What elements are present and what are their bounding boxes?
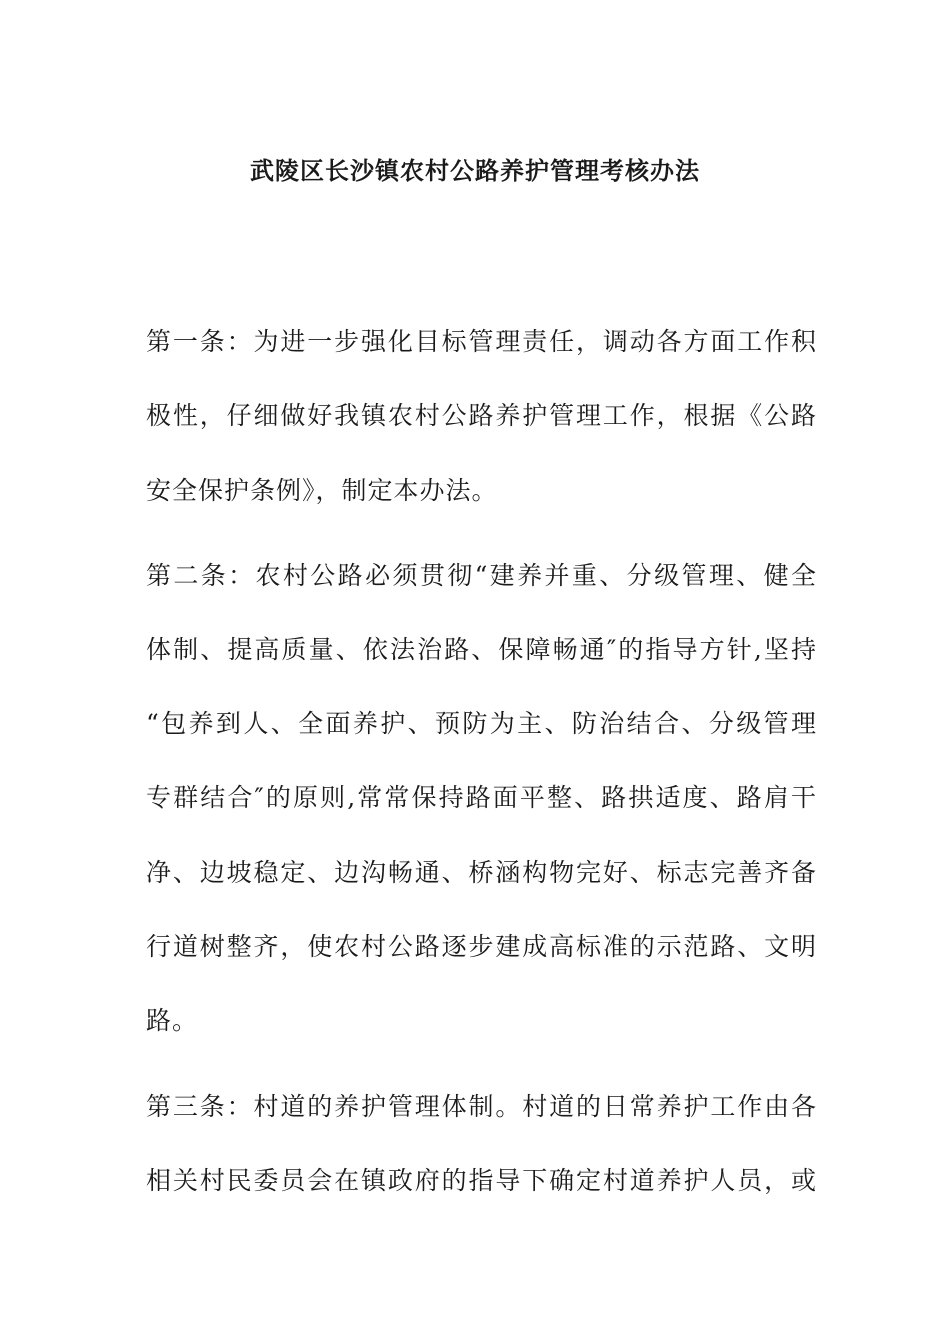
article-2-line-6: 行道树整齐，使农村公路逐步建成高标准的示范路、文明 <box>146 932 816 961</box>
article-2-line-2: 体制、提高质量、依法治路、保障畅通″的指导方针,坚持 <box>146 635 816 664</box>
article-2-line-1: 第二条：农村公路必须贯彻“建养并重、分级管理、健全 <box>146 561 816 590</box>
document-title: 武陵区长沙镇农村公路养护管理考核办法 <box>250 157 700 185</box>
article-1-line-2: 极性，仔细做好我镇农村公路养护管理工作，根据《公路 <box>146 401 816 430</box>
article-2-line-4: 专群结合″的原则,常常保持路面平整、路拱适度、路肩干 <box>146 783 816 812</box>
article-1-line-1: 第一条：为进一步强化目标管理责任，调动各方面工作积 <box>146 327 816 356</box>
article-3-line-2: 相关村民委员会在镇政府的指导下确定村道养护人员，或 <box>146 1166 816 1195</box>
article-2-line-3: “包养到人、全面养护、预防为主、防治结合、分级管理 <box>146 709 816 738</box>
article-3-line-1: 第三条：村道的养护管理体制。村道的日常养护工作由各 <box>146 1092 816 1121</box>
article-1-line-3: 安全保护条例》，制定本办法。 <box>146 476 498 505</box>
article-2-line-7: 路。 <box>146 1006 199 1035</box>
article-2-line-5: 净、边坡稳定、边沟畅通、桥涵构物完好、标志完善齐备 <box>146 858 816 887</box>
